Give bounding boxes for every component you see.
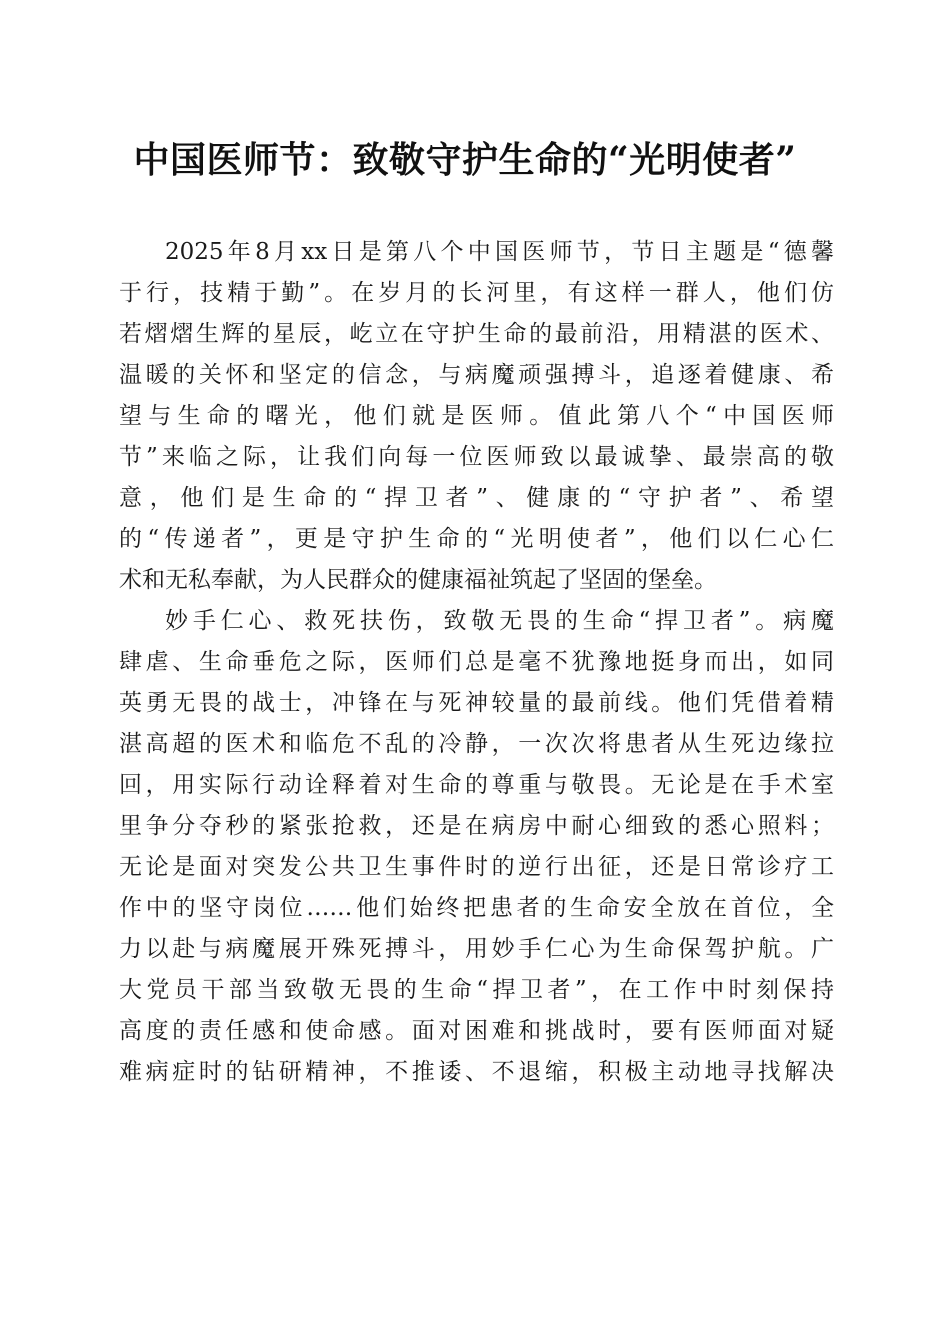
text-line: 难病症时的钻研精神，不推诿、不退缩，积极主动地寻找解决 — [119, 1059, 834, 1085]
text-line: 里争分夺秒的紧张抢救，还是在病房中耐心细致的悉心照料； — [119, 813, 834, 839]
text-line: 意，他们是生命的“捍卫者”、健康的“守护者”、希望 — [119, 485, 834, 511]
text-line: 术和无私奉献，为人民群众的健康福祉筑起了坚固的堡垒。 — [119, 567, 717, 593]
text-line: 2025年8月xx日是第八个中国医师节，节日主题是“德馨 — [165, 239, 834, 265]
text-line: 妙手仁心、救死扶伤，致敬无畏的生命“捍卫者”。病魔 — [165, 608, 834, 634]
text-line: 湛高超的医术和临危不乱的冷静，一次次将患者从生死边缘拉 — [119, 731, 834, 757]
text-line: 于行，技精于勤”。在岁月的长河里，有这样一群人，他们仿 — [119, 280, 834, 306]
text-line: 温暖的关怀和坚定的信念，与病魔顽强搏斗，追逐着健康、希 — [119, 362, 834, 388]
text-line: 肆虐、生命垂危之际，医师们总是毫不犹豫地挺身而出，如同 — [119, 649, 834, 675]
text-line: 高度的责任感和使命感。面对困难和挑战时，要有医师面对疑 — [119, 1018, 834, 1044]
document-body — [119, 232, 834, 1093]
text-line: 无论是面对突发公共卫生事件时的逆行出征，还是日常诊疗工 — [119, 854, 834, 880]
text-line: 大党员干部当致敬无畏的生命“捍卫者”，在工作中时刻保持 — [119, 977, 834, 1003]
paragraph-1 — [119, 232, 834, 601]
text-line: 回，用实际行动诠释着对生命的尊重与敬畏。无论是在手术室 — [119, 772, 834, 798]
page-title: 中国医师节：致敬守护生命的“光明使者” — [133, 139, 797, 181]
text-line: 若熠熠生辉的星辰，屹立在守护生命的最前沿，用精湛的医术、 — [119, 321, 834, 347]
text-line: 英勇无畏的战士，冲锋在与死神较量的最前线。他们凭借着精 — [119, 690, 834, 716]
text-line: 的“传递者”，更是守护生命的“光明使者”，他们以仁心仁 — [119, 526, 834, 552]
text-line: 力以赴与病魔展开殊死搏斗，用妙手仁心为生命保驾护航。广 — [119, 936, 834, 962]
text-line: 作中的坚守岗位……他们始终把患者的生命安全放在首位，全 — [119, 895, 834, 921]
text-line: 节”来临之际，让我们向每一位医师致以最诚挚、最崇高的敬 — [119, 444, 834, 470]
text-line: 望与生命的曙光，他们就是医师。值此第八个“中国医师 — [119, 403, 834, 429]
paragraph-2 — [119, 601, 834, 1093]
